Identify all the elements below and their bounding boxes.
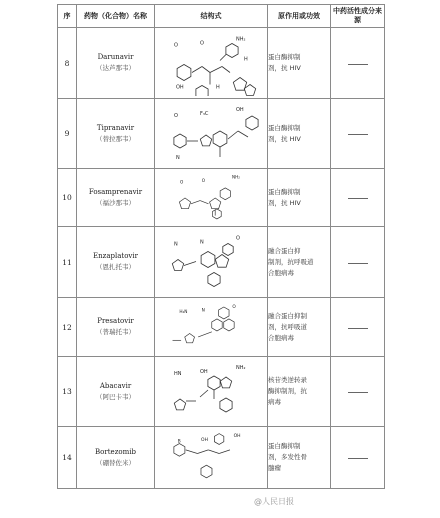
mechanism-line: 剂，抗呼吸道 xyxy=(268,322,307,331)
empty-dash xyxy=(348,64,368,65)
atom-label: B xyxy=(177,439,181,445)
tcm-source-cell xyxy=(331,169,385,227)
table-row xyxy=(58,99,385,169)
atom-label: OH xyxy=(233,433,241,439)
mechanism-line: 蛋白酶抑制 xyxy=(268,53,301,61)
atom-label: OH xyxy=(236,106,244,113)
drug-name-cell xyxy=(77,227,155,298)
drug-name-en: Tipranavir xyxy=(96,123,135,132)
mechanism-line: 融合蛋白抑 xyxy=(268,246,301,255)
table-row xyxy=(58,169,385,227)
atom-label: N xyxy=(176,154,180,161)
empty-dash xyxy=(348,328,368,329)
atom-label: O xyxy=(174,112,178,119)
tcm-source-cell xyxy=(331,298,385,357)
atom-label: O xyxy=(174,42,178,48)
drug-name-cn: （阿巴卡韦） xyxy=(96,392,135,401)
structure-cell xyxy=(155,227,268,298)
drug-name-cn: （恩扎托韦） xyxy=(96,263,135,271)
chemical-structure-diagram xyxy=(156,360,266,424)
table-row xyxy=(58,427,385,489)
table-row xyxy=(58,227,385,298)
mechanism-cell xyxy=(268,28,331,99)
atom-label: N xyxy=(174,241,178,247)
mechanism-line: 蛋白酶抑制 xyxy=(268,123,301,132)
structure-cell xyxy=(155,298,268,357)
chemical-structure-diagram xyxy=(156,301,266,354)
atom-label: O xyxy=(200,40,204,46)
structure-cell xyxy=(155,169,268,227)
atom-label: OH xyxy=(200,368,208,375)
table-row xyxy=(58,357,385,427)
atom-label: N xyxy=(201,307,205,313)
row-number: 11 xyxy=(58,227,77,298)
drug-name-cn: （硼替佐米） xyxy=(96,458,135,467)
atom-label: O xyxy=(232,304,236,310)
mechanism-line: 髓瘤 xyxy=(268,464,281,472)
chemical-structure-diagram xyxy=(156,102,266,166)
drug-name-cn: （替拉那韦） xyxy=(96,134,135,143)
atom-label: NH₂ xyxy=(236,364,246,371)
drug-name-en: Darunavir xyxy=(97,53,134,61)
header-row xyxy=(58,5,385,28)
structure-cell xyxy=(155,427,268,489)
structure-cell xyxy=(155,357,268,427)
mechanism-line: 制剂，抗呼吸道 xyxy=(268,257,314,266)
atom-label: H xyxy=(216,84,220,90)
mechanism-line: 剂，多发性骨 xyxy=(268,453,307,461)
empty-dash xyxy=(348,198,368,199)
header-structure: 结构式 xyxy=(155,5,268,28)
atom-label: O xyxy=(179,179,184,185)
mechanism-line: 剂，抗 HIV xyxy=(268,198,301,207)
drug-name-cn: （福沙那韦） xyxy=(96,198,135,207)
mechanism-line: 合胞病毒 xyxy=(268,333,294,342)
mechanism-cell xyxy=(268,99,331,169)
drug-name-cell xyxy=(77,169,155,227)
row-number: 14 xyxy=(58,427,77,489)
mechanism-line: 病毒 xyxy=(268,398,281,406)
row-number: 8 xyxy=(58,28,77,99)
structure-cell xyxy=(155,99,268,169)
empty-dash xyxy=(348,458,368,459)
header-mechanism: 原作用或功效 xyxy=(268,5,331,28)
tcm-source-cell xyxy=(331,28,385,99)
tcm-source-cell xyxy=(331,227,385,298)
drug-name-en: Fosamprenavir xyxy=(88,187,143,196)
drug-name-en: Enzaplatovir xyxy=(93,252,138,260)
atom-label: O xyxy=(201,177,206,183)
drug-name-cell xyxy=(77,298,155,357)
mechanism-cell xyxy=(268,298,331,357)
tcm-source-cell xyxy=(331,357,385,427)
drug-name-cell xyxy=(77,28,155,99)
chemical-structure-diagram xyxy=(156,172,266,224)
watermark: @人民日报 xyxy=(254,497,294,506)
mechanism-line: 蛋白酶抑制 xyxy=(268,187,301,196)
atom-label: NH₂ xyxy=(236,36,246,42)
mechanism-line: 融合蛋白抑制 xyxy=(268,311,307,320)
row-number: 13 xyxy=(58,357,77,427)
header-no: 序 xyxy=(58,5,77,28)
atom-label: NH₂ xyxy=(231,174,240,180)
atom-label: H₂N xyxy=(179,309,188,315)
atom-label: O xyxy=(236,235,240,241)
empty-dash xyxy=(348,134,368,135)
drug-name-en: Abacavir xyxy=(99,381,132,390)
drug-name-cell xyxy=(77,357,155,427)
mechanism-line: 剂，抗 HIV xyxy=(268,134,301,143)
row-number: 12 xyxy=(58,298,77,357)
tcm-source-cell xyxy=(331,99,385,169)
empty-dash xyxy=(348,392,368,393)
drug-name-en: Bortezomib xyxy=(95,447,136,456)
drug-table xyxy=(57,4,385,489)
drug-name-en: Presatovir xyxy=(97,317,134,325)
row-number: 10 xyxy=(58,169,77,227)
mechanism-cell xyxy=(268,169,331,227)
row-number: 9 xyxy=(58,99,77,169)
drug-name-cn: （达芦那韦） xyxy=(96,64,135,72)
atom-label: OH xyxy=(201,437,209,443)
mechanism-line: 剂，抗 HIV xyxy=(268,64,301,72)
header-name: 药物（化合物）名称 xyxy=(77,5,155,28)
chemical-structure-diagram xyxy=(156,430,266,486)
drug-name-cell xyxy=(77,427,155,489)
mechanism-line: 核苷类逆转录 xyxy=(268,376,307,384)
table-row xyxy=(58,28,385,99)
chemical-structure-diagram xyxy=(156,230,266,295)
mechanism-line: 酶抑制剂，抗 xyxy=(268,387,307,395)
atom-label: OH xyxy=(176,84,184,90)
atom-label: HN xyxy=(174,370,182,377)
empty-dash xyxy=(348,263,368,264)
drug-name-cell xyxy=(77,99,155,169)
chemical-structure-diagram xyxy=(156,31,266,96)
drug-name-cn: （普瑞托韦） xyxy=(96,328,135,336)
mechanism-line: 蛋白酶抑制 xyxy=(268,442,301,450)
table-row xyxy=(58,298,385,357)
structure-cell xyxy=(155,28,268,99)
header-tcm: 中药活性成分来源 xyxy=(331,5,385,28)
atom-label: H xyxy=(244,56,248,62)
mechanism-cell xyxy=(268,227,331,298)
atom-label: F₃C xyxy=(200,110,209,117)
mechanism-cell xyxy=(268,357,331,427)
mechanism-line: 合胞病毒 xyxy=(268,268,294,277)
tcm-source-cell xyxy=(331,427,385,489)
mechanism-cell xyxy=(268,427,331,489)
atom-label: N xyxy=(200,239,204,245)
